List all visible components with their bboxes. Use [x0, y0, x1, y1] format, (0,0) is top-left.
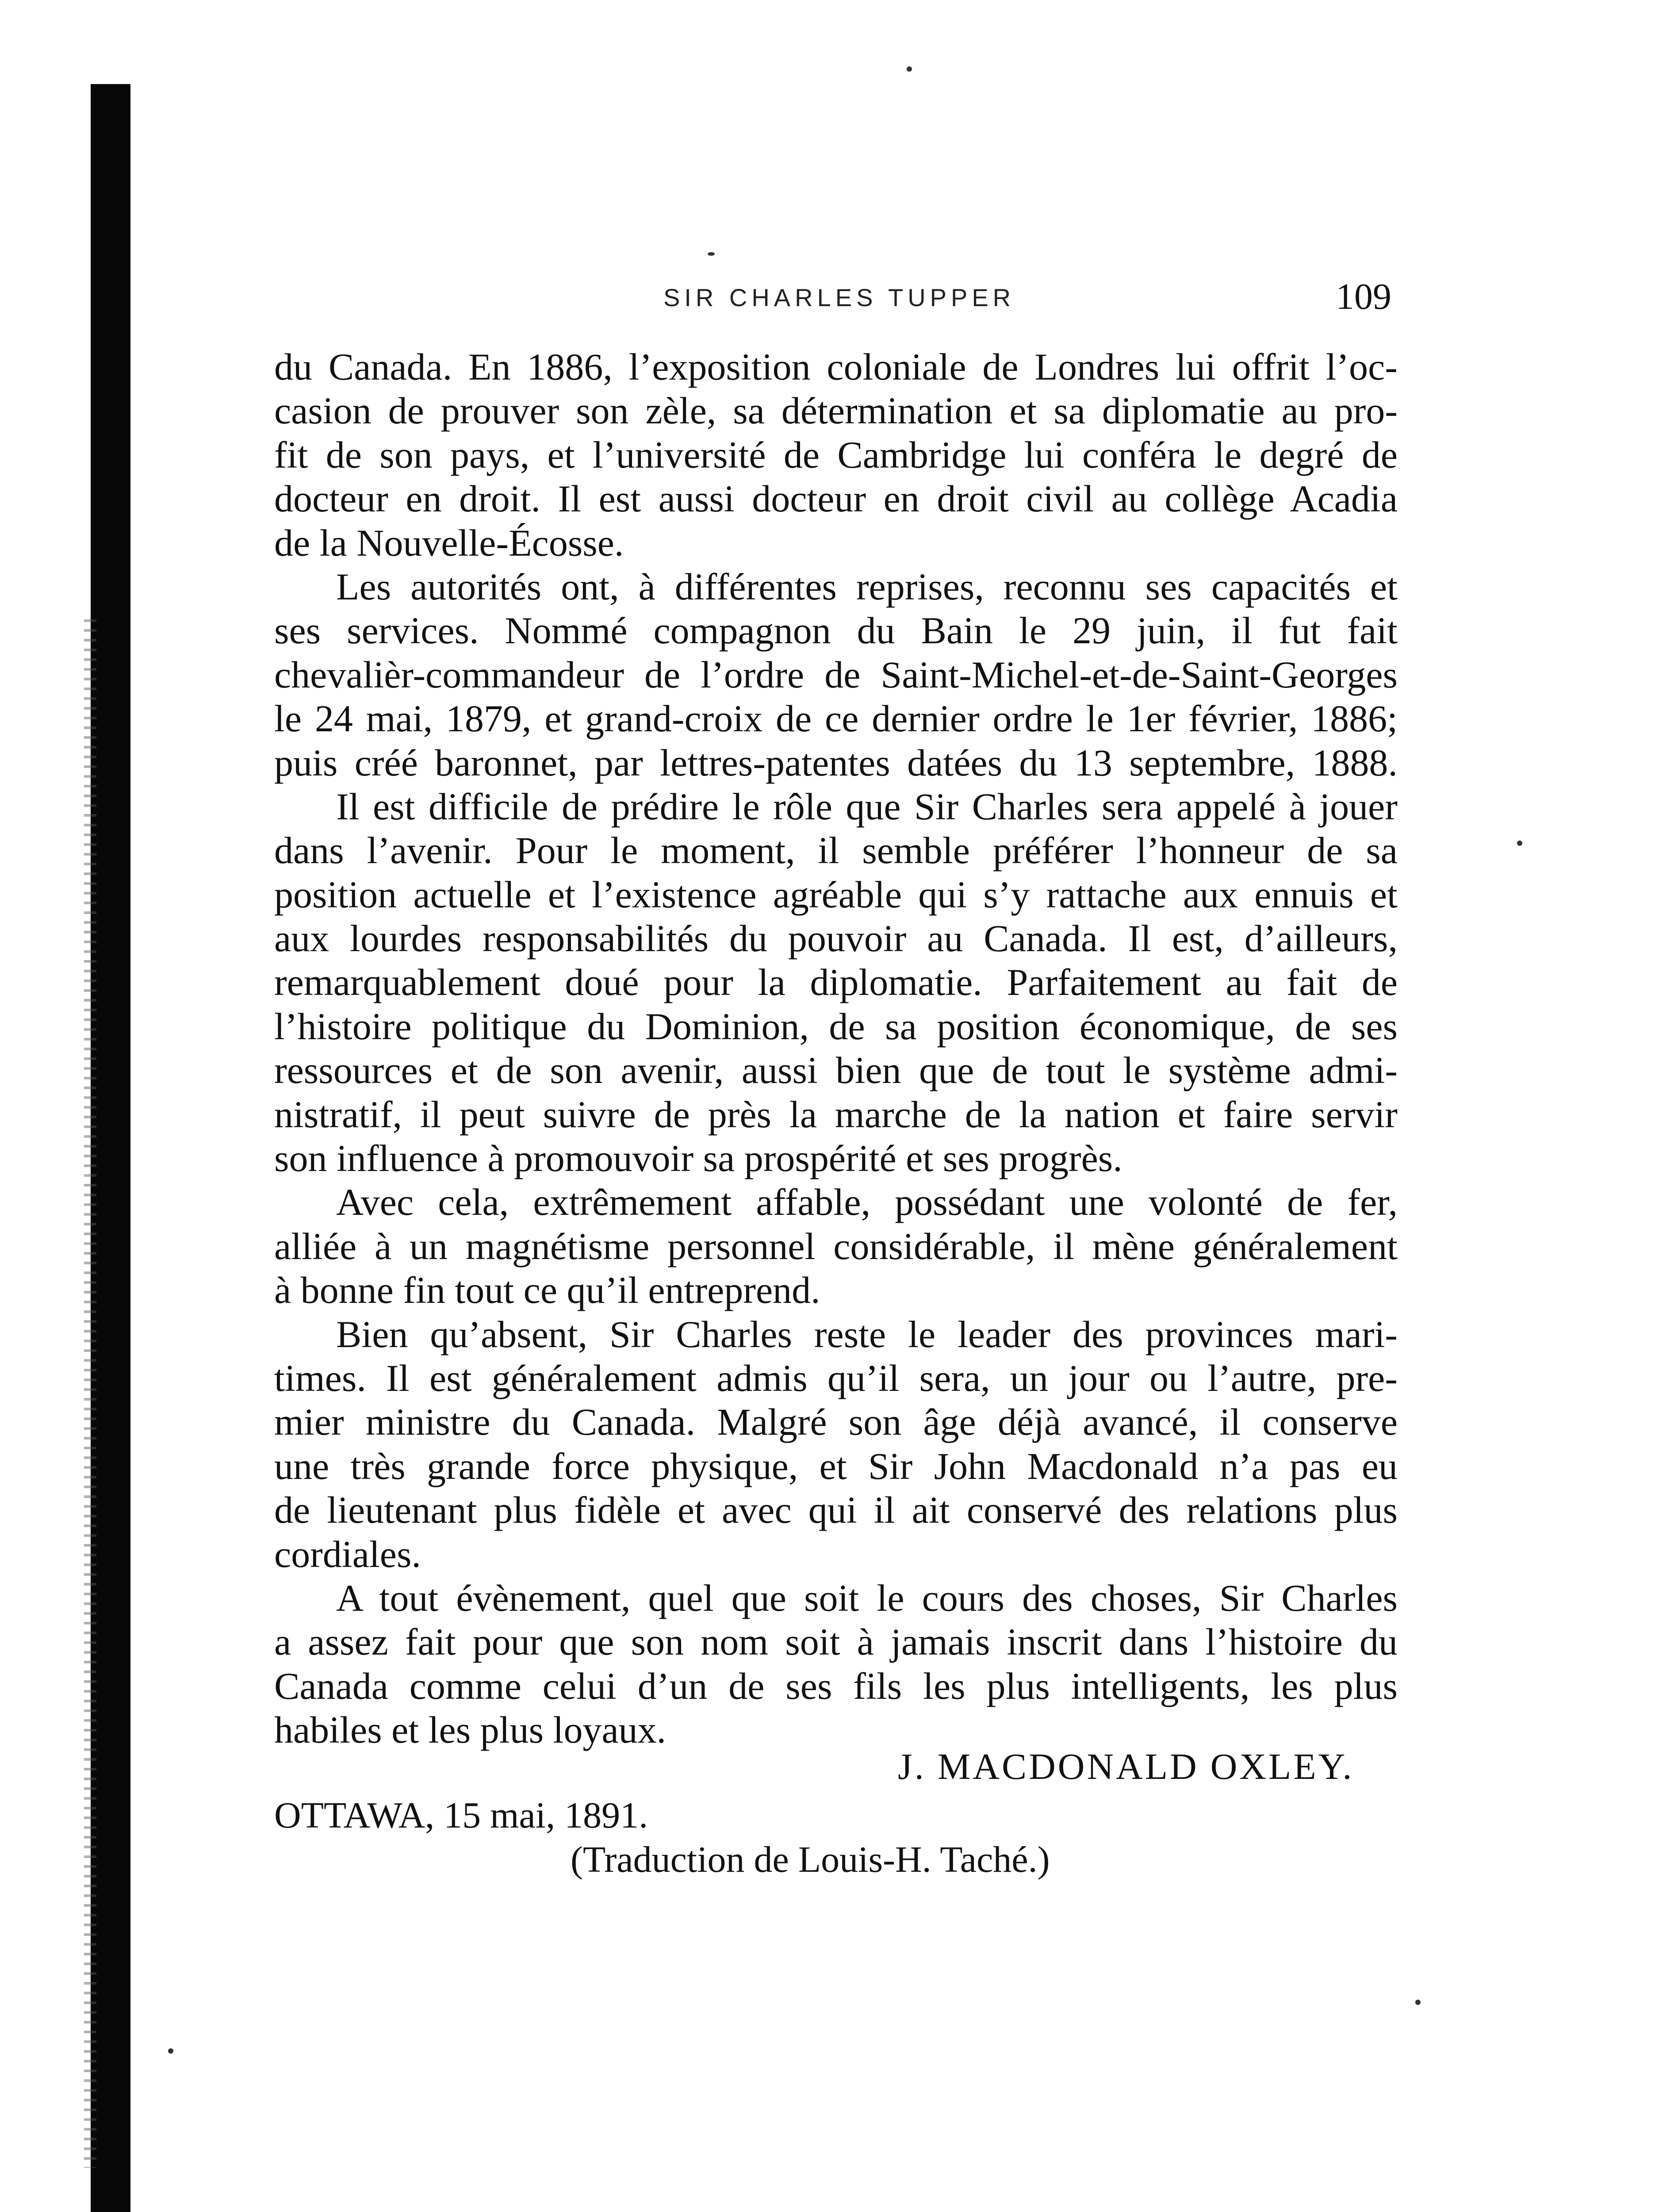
text-line: Canada comme celui d’un de ses fils les plus intelligents, les plus	[274, 1664, 1398, 1707]
text-line: alliée à un magnétisme personnel considérable, il mène généralement	[274, 1225, 1398, 1267]
translation-note: (Traduction de Louis-H. Taché.)	[571, 1839, 1050, 1880]
place-date: OTTAWA, 15 mai, 1891.	[274, 1795, 648, 1836]
text-line: A tout évènement, quel que soit le cours des choses, Sir Charles	[336, 1576, 1398, 1619]
text-line: casion de prouver son zèle, sa détermination et sa diplomatie au pro-	[274, 389, 1398, 432]
binding-edge	[91, 84, 130, 2212]
text-line: de lieutenant plus fidèle et avec qui il ait conservé des relations plus	[274, 1489, 1398, 1532]
scan-speck	[907, 66, 912, 72]
text-line: Les autorités ont, à différentes reprises, reconnu ses capacités et	[336, 565, 1398, 608]
text-line: de la Nouvelle-Écosse.	[274, 521, 624, 564]
text-line: cordiales.	[274, 1532, 421, 1575]
text-line: dans l’avenir. Pour le moment, il semble préférer l’honneur de sa	[274, 829, 1398, 872]
binding-speckle	[84, 619, 96, 2168]
text-line: du Canada. En 1886, l’exposition coloniale de Londres lui offrit l’oc-	[274, 346, 1398, 388]
text-line: Il est difficile de prédire le rôle que Sir Charles sera appelé à jouer	[336, 785, 1398, 828]
scan-speck	[168, 2048, 173, 2054]
text-line: nistratif, il peut suivre de près la marche de la nation et faire servir	[274, 1093, 1398, 1136]
text-line: ses services. Nommé compagnon du Bain le 29 juin, il fut fait	[274, 609, 1398, 652]
text-line: a assez fait pour que son nom soit à jamais inscrit dans l’histoire du	[274, 1621, 1398, 1663]
author-signature: J. MACDONALD OXLEY.	[898, 1746, 1354, 1787]
text-line: ressources et de son avenir, aussi bien que de tout le système admi-	[274, 1049, 1398, 1092]
text-line: position actuelle et l’existence agréable qui s’y rattache aux ennuis et	[274, 873, 1398, 916]
text-line: son influence à promouvoir sa prospérité et ses progrès.	[274, 1137, 1122, 1180]
running-head: SIR CHARLES TUPPER	[663, 284, 1015, 311]
text-line: à bonne fin tout ce qu’il entreprend.	[274, 1269, 820, 1312]
page-number: 109	[1336, 276, 1391, 317]
text-line: remarquablement doué pour la diplomatie. Parfaitement au fait de	[274, 961, 1398, 1004]
text-line: Avec cela, extrêmement affable, possédant une volonté de fer,	[336, 1181, 1398, 1224]
text-line: docteur en droit. Il est aussi docteur en droit civil au collège Acadia	[274, 477, 1398, 520]
body-text	[274, 345, 1398, 1752]
text-line: mier ministre du Canada. Malgré son âge déjà avancé, il conserve	[274, 1401, 1398, 1444]
scan-speck	[708, 252, 715, 256]
text-line: aux lourdes responsabilités du pouvoir au Canada. Il est, d’ailleurs,	[274, 917, 1398, 960]
text-line: habiles et les plus loyaux.	[274, 1709, 667, 1751]
text-line: une très grande force physique, et Sir John Macdonald n’a pas eu	[274, 1444, 1398, 1487]
text-line: fit de son pays, et l’université de Cambridge lui conféra le degré de	[274, 433, 1398, 476]
text-line: times. Il est généralement admis qu’il sera, un jour ou l’autre, pre-	[274, 1356, 1398, 1399]
scan-speck	[1517, 841, 1522, 846]
text-line: puis créé baronnet, par lettres-patentes datées du 13 septembre, 1888.	[274, 741, 1398, 784]
scan-speck	[1415, 2000, 1421, 2005]
text-line: chevalièr-commandeur de l’ordre de Saint-Michel-et-de-Saint-Georges	[274, 653, 1398, 696]
text-line: l’histoire politique du Dominion, de sa position économique, de ses	[274, 1005, 1398, 1048]
text-line: le 24 mai, 1879, et grand-croix de ce dernier ordre le 1er février, 1886;	[274, 697, 1398, 740]
text-line: Bien qu’absent, Sir Charles reste le leader des provinces mari-	[336, 1313, 1398, 1356]
